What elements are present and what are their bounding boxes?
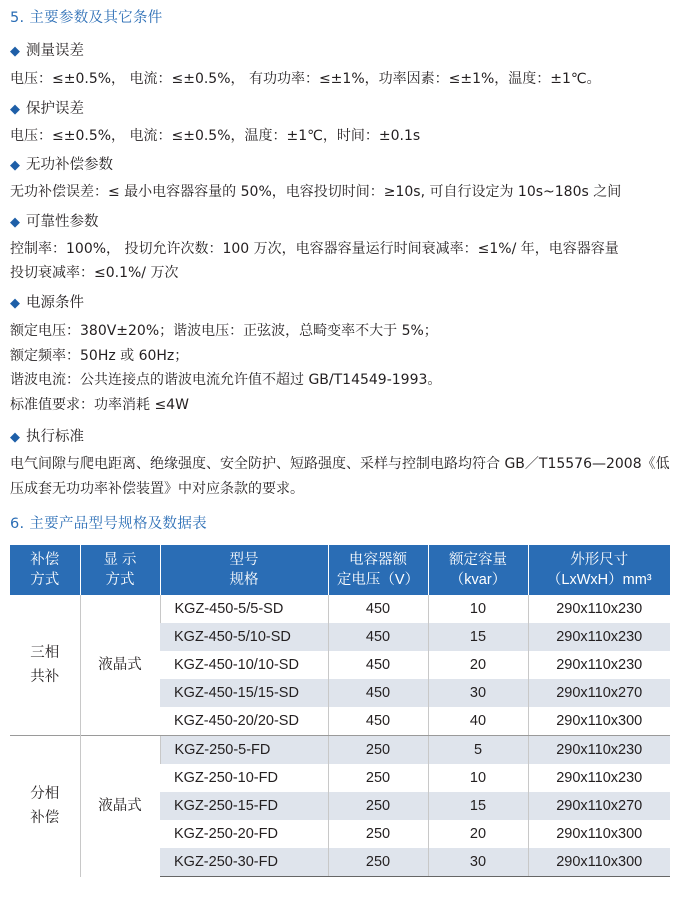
table-row bbox=[10, 736, 670, 765]
header-compensation-mode: 补偿 方式 bbox=[10, 545, 80, 595]
protection-error-heading: ◆ 保护误差 bbox=[10, 101, 84, 117]
capacity-cell: 20 bbox=[428, 820, 528, 848]
voltage-cell: 250 bbox=[328, 764, 428, 792]
section6-title: 6. 主要产品型号规格及数据表 bbox=[10, 516, 207, 532]
voltage-cell: 450 bbox=[328, 623, 428, 651]
reliability-heading: ◆ 可靠性参数 bbox=[10, 214, 99, 230]
standards-line-1: 电气间隙与爬电距离、绝缘强度、安全防护、短路强度、采样与控制电路均符合 GB／T15576—2008《低 bbox=[10, 456, 670, 472]
reactive-compensation-text: 无功补偿误差：≤ 最小电容器容量的 50%，电容投切时间：≥10s, 可自行设定为 10s~180s 之间 bbox=[10, 184, 622, 200]
model-cell: KGZ-450-15/15-SD bbox=[160, 679, 328, 707]
capacity-cell: 5 bbox=[428, 736, 528, 765]
size-cell: 290x110x270 bbox=[528, 792, 670, 820]
size-cell: 290x110x230 bbox=[528, 595, 670, 623]
voltage-cell: 250 bbox=[328, 820, 428, 848]
power-supply-heading: ◆ 电源条件 bbox=[10, 295, 84, 311]
diamond-bullet-icon: ◆ bbox=[10, 44, 20, 59]
capacity-cell: 15 bbox=[428, 792, 528, 820]
size-cell: 290x110x300 bbox=[528, 707, 670, 736]
spec-table bbox=[10, 545, 670, 877]
model-cell: KGZ-250-5-FD bbox=[160, 736, 328, 765]
model-cell: KGZ-450-20/20-SD bbox=[160, 707, 328, 736]
measurement-error-heading: ◆ 测量误差 bbox=[10, 43, 84, 59]
capacity-cell: 10 bbox=[428, 764, 528, 792]
group-mode-cell: 三相 共补 bbox=[10, 595, 80, 736]
voltage-cell: 450 bbox=[328, 651, 428, 679]
voltage-cell: 450 bbox=[328, 679, 428, 707]
header-dimensions: 外形尺寸 （LxWxH）mm³ bbox=[528, 545, 670, 595]
header-rated-voltage: 电容器额 定电压（V） bbox=[328, 545, 428, 595]
diamond-bullet-icon: ◆ bbox=[10, 296, 20, 311]
voltage-cell: 250 bbox=[328, 736, 428, 765]
capacity-cell: 30 bbox=[428, 679, 528, 707]
size-cell: 290x110x230 bbox=[528, 764, 670, 792]
standards-line-2: 压成套无功功率补偿装置》中对应条款的要求。 bbox=[10, 481, 304, 497]
power-supply-line-4: 标准值要求：功率消耗 ≤4W bbox=[10, 397, 189, 413]
size-cell: 290x110x230 bbox=[528, 623, 670, 651]
header-model-spec: 型号 规格 bbox=[160, 545, 328, 595]
voltage-cell: 450 bbox=[328, 595, 428, 623]
group-display-cell: 液晶式 bbox=[80, 736, 160, 877]
size-cell: 290x110x300 bbox=[528, 820, 670, 848]
diamond-bullet-icon: ◆ bbox=[10, 158, 20, 173]
voltage-cell: 250 bbox=[328, 792, 428, 820]
power-supply-line-3: 谐波电流：公共连接点的谐波电流允许值不超过 GB/T14549-1993。 bbox=[10, 372, 442, 388]
standards-heading: ◆ 执行标准 bbox=[10, 429, 84, 445]
header-rated-capacity: 额定容量 （kvar） bbox=[428, 545, 528, 595]
group-display-cell: 液晶式 bbox=[80, 595, 160, 736]
section5-title: 5. 主要参数及其它条件 bbox=[10, 10, 163, 26]
capacity-cell: 30 bbox=[428, 848, 528, 877]
size-cell: 290x110x230 bbox=[528, 736, 670, 765]
group-mode-cell: 分相 补偿 bbox=[10, 736, 80, 877]
model-cell: KGZ-450-10/10-SD bbox=[160, 651, 328, 679]
model-cell: KGZ-250-20-FD bbox=[160, 820, 328, 848]
diamond-bullet-icon: ◆ bbox=[10, 430, 20, 445]
model-cell: KGZ-250-10-FD bbox=[160, 764, 328, 792]
header-display-mode: 显 示 方式 bbox=[80, 545, 160, 595]
capacity-cell: 10 bbox=[428, 595, 528, 623]
table-header-row bbox=[10, 545, 670, 595]
model-cell: KGZ-250-30-FD bbox=[160, 848, 328, 877]
table-row bbox=[10, 595, 670, 623]
measurement-error-text: 电压：≤±0.5%， 电流：≤±0.5%， 有功功率：≤±1%，功率因素：≤±1%，温度：±1℃。 bbox=[10, 71, 601, 87]
voltage-cell: 450 bbox=[328, 707, 428, 736]
diamond-bullet-icon: ◆ bbox=[10, 102, 20, 117]
capacity-cell: 20 bbox=[428, 651, 528, 679]
size-cell: 290x110x270 bbox=[528, 679, 670, 707]
voltage-cell: 250 bbox=[328, 848, 428, 877]
reliability-line-2: 投切衰减率：≤0.1%/ 万次 bbox=[10, 265, 179, 281]
size-cell: 290x110x300 bbox=[528, 848, 670, 877]
diamond-bullet-icon: ◆ bbox=[10, 215, 20, 230]
model-cell: KGZ-450-5/5-SD bbox=[160, 595, 328, 623]
power-supply-line-1: 额定电压：380V±20%；谐波电压：正弦波，总畸变率不大于 5%； bbox=[10, 323, 438, 339]
model-cell: KGZ-450-5/10-SD bbox=[160, 623, 328, 651]
reactive-compensation-heading: ◆ 无功补偿参数 bbox=[10, 157, 113, 173]
capacity-cell: 15 bbox=[428, 623, 528, 651]
capacity-cell: 40 bbox=[428, 707, 528, 736]
reliability-line-1: 控制率：100%， 投切允许次数：100 万次，电容器容量运行时间衰减率：≤1%/ 年，电容器容量 bbox=[10, 241, 619, 257]
power-supply-line-2: 额定频率：50Hz 或 60Hz； bbox=[10, 348, 189, 364]
protection-error-text: 电压：≤±0.5%， 电流：≤±0.5%，温度：±1℃，时间：±0.1s bbox=[10, 128, 421, 144]
model-cell: KGZ-250-15-FD bbox=[160, 792, 328, 820]
size-cell: 290x110x230 bbox=[528, 651, 670, 679]
